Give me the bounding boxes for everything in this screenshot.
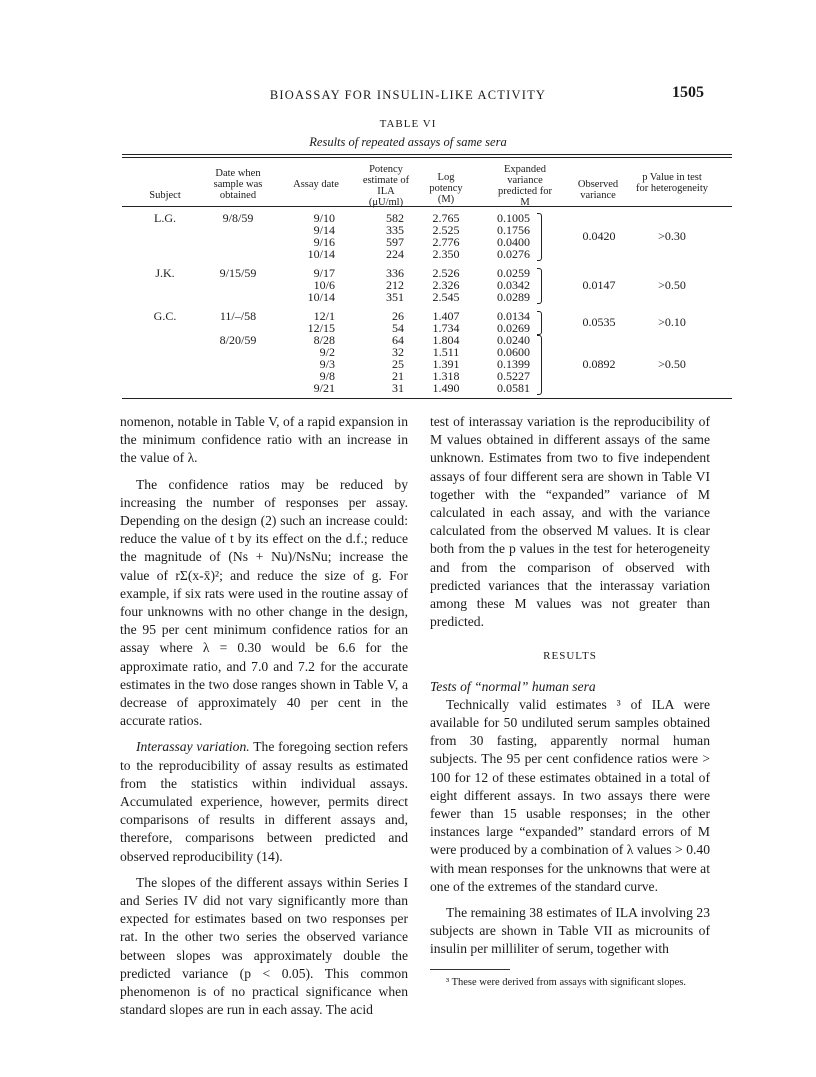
table-cell-observed-variance: 0.0420 [582, 229, 616, 243]
table-cell-assay: 10/14 [307, 290, 335, 304]
subsection-heading-interassay: Interassay variation. [136, 739, 250, 755]
table-cell-variance: 0.1399 [497, 357, 530, 371]
table-cell-variance: 0.5227 [497, 369, 530, 383]
group-bracket [537, 213, 542, 261]
table-label: TABLE VI [379, 118, 437, 130]
table-cell-assay: 9/3 [319, 357, 335, 371]
table-cell-potency: 336 [386, 266, 404, 280]
group-bracket [537, 268, 542, 304]
table-cell-assay: 9/10 [313, 211, 335, 225]
table-cell-assay: 10/6 [313, 278, 335, 292]
col-header-p: p Value in test for heterogeneity [636, 172, 709, 194]
table-cell-date: 8/20/59 [219, 333, 257, 347]
table-cell-log: 2.525 [432, 223, 460, 237]
table-cell-assay: 8/28 [313, 333, 335, 347]
subsection-heading-normal-sera: Tests of “normal” human sera [430, 678, 596, 694]
table-cell-date: 9/15/59 [219, 266, 257, 280]
table-cell-assay: 9/21 [313, 381, 335, 395]
table-cell-subject: L.G. [154, 211, 176, 225]
table-cell-assay: 9/2 [319, 345, 335, 359]
table-header-rule [122, 206, 732, 207]
table-cell-potency: 212 [386, 278, 404, 292]
table-cell-variance: 0.0289 [497, 290, 530, 304]
table-cell-variance: 0.0240 [497, 333, 530, 347]
table-cell-subject: J.K. [155, 266, 175, 280]
table-cell-variance: 0.0342 [497, 278, 530, 292]
table-cell-potency: 582 [386, 211, 404, 225]
table-cell-potency: 335 [386, 223, 404, 237]
table-cell-log: 1.318 [432, 369, 460, 383]
table-cell-log: 1.804 [432, 333, 460, 347]
table-cell-log: 2.350 [432, 247, 460, 261]
table-cell-potency: 54 [392, 321, 404, 335]
col-header-potency: Potency estimate of ILA (μU/ml) [362, 164, 410, 208]
table-cell-subject: G.C. [153, 309, 177, 323]
table-cell-date: 11/–/58 [219, 309, 257, 323]
page-number: 1505 [672, 84, 704, 101]
table-cell-log: 2.765 [432, 211, 460, 225]
table-cell-variance: 0.1756 [497, 223, 530, 237]
table-cell-potency: 26 [392, 309, 404, 323]
table-cell-variance: 0.0581 [497, 381, 530, 395]
table-cell-potency: 25 [392, 357, 404, 371]
col-header-log: Log potency (M) [429, 172, 463, 205]
left-column [120, 413, 408, 1020]
table-cell-variance: 0.0400 [497, 235, 530, 249]
section-heading-results: RESULTS [543, 650, 597, 663]
table-cell-log: 2.545 [432, 290, 460, 304]
table-cell-assay: 9/8 [319, 369, 335, 383]
table-cell-observed-variance: 0.0535 [582, 315, 616, 329]
left-paragraph-1: nomenon, notable in Table V, of a rapid expansion in the minimum confidence ratio with an increase in the value of λ. [120, 414, 408, 466]
col-header-date: Date when sample was obtained [213, 168, 263, 201]
table-top-rule-2 [122, 157, 732, 158]
table-cell-potency: 64 [392, 333, 404, 347]
left-paragraph-3 [120, 738, 408, 865]
table-cell-log: 2.776 [432, 235, 460, 249]
table-top-rule [122, 154, 732, 155]
table-cell-variance: 0.0600 [497, 345, 530, 359]
table-cell-assay: 9/16 [313, 235, 335, 249]
col-header-subject: Subject [149, 190, 181, 201]
table-cell-p-value: >0.30 [658, 229, 686, 243]
table-cell-p-value: >0.50 [658, 357, 686, 371]
table-cell-potency: 32 [392, 345, 404, 359]
col-header-assay: Assay date [293, 179, 339, 190]
right-paragraph-2: Technically valid estimates ³ of ILA were available for 50 undiluted serum samples obtained from 30 fasting, apparently normal human subjects. The 95 per cent confidence ratios were > 100 for 12 of these estimates obtained in a total of eight different assays. In two assays there were fewer than 15 usable responses; in the other instances large “expanded” standard errors of M were produced by a combination of λ values > 0.40 with mean responses for the unknowns that were at one of the extremes of the standard curve. [430, 696, 710, 894]
left-paragraph-3-text: The foregoing section refers to the reproducibility of assay results as estimated from the statistics within individual assays. Accumulated experience, however, permits direct comparisons of results in different assays and, therefore, comparisons between predicted and observed reproducibility (14). [120, 739, 408, 864]
table-cell-potency: 597 [386, 235, 404, 249]
table-cell-assay: 10/14 [307, 247, 335, 261]
table-cell-observed-variance: 0.0892 [582, 357, 616, 371]
table-cell-variance: 0.0269 [497, 321, 530, 335]
footnote-3: ³ These were derived from assays with significant slopes. [446, 976, 687, 988]
table-cell-potency: 31 [392, 381, 404, 395]
table-cell-potency: 351 [386, 290, 404, 304]
left-paragraph-2: The confidence ratios may be reduced by increasing the number of responses per assay. Depending on the design (2) such an increase could: reduce the value of t by its effect on the d.f.; reduce the magnitude of (Ns + Nu)/NsNu; increase the value of rΣ(x-x̄)²; and reduce the size of g. For example, if six rats were used in the routine assay of four unknowns with no other change in the design, the 95 per cent minimum confidence ratios for an assay where λ = 0.30 would be 6.6 for the approximate ratio, and 7.0 and 7.2 for the accurate estimates in the two dose ranges shown in Table V, a decrease of approximately 40 per cent in the accurate ratios. [120, 476, 408, 729]
table-cell-variance: 0.1005 [497, 211, 530, 225]
left-paragraph-4: The slopes of the different assays within Series I and Series IV did not vary significantly more than expected for estimates based on two responses per rat. In the other two series the observed variance between slopes was approximately double the predicted variance (p < 0.05). This common phenomenon is of no practical significance when standard slopes are run in each assay. The acid [120, 874, 408, 1018]
group-bracket [537, 311, 542, 335]
table-cell-variance: 0.0259 [497, 266, 530, 280]
table-cell-log: 2.526 [432, 266, 460, 280]
table-cell-log: 2.326 [432, 278, 460, 292]
table-bottom-rule [122, 398, 732, 399]
right-column [430, 413, 710, 990]
col-header-variance: Expanded variance predicted for M [498, 164, 552, 208]
table-cell-assay: 9/14 [313, 223, 335, 237]
table-cell-assay: 12/1 [313, 309, 335, 323]
right-paragraph-1: test of interassay variation is the reproducibility of M values obtained in different assays of the same unknown. Estimates from two to five independent assays of four different sera are shown in Table VI together with the “expanded” variance of M calculated in each assay, and with the variance calculated from the observed M values. It is clear both from the p values in the test for heterogeneity and from the comparison of observed with predicted variances that the interassay variation among these M values was not greater than predicted. [430, 414, 710, 630]
table-caption: Results of repeated assays of same sera [309, 135, 507, 149]
table-cell-potency: 21 [392, 369, 404, 383]
table-cell-log: 1.407 [432, 309, 460, 323]
table-cell-potency: 224 [386, 247, 404, 261]
table-cell-observed-variance: 0.0147 [582, 278, 616, 292]
table-cell-log: 1.734 [432, 321, 460, 335]
table-cell-variance: 0.0134 [497, 309, 530, 323]
footnote-rule [430, 969, 510, 970]
group-bracket [537, 335, 542, 395]
col-header-observed: Observed variance [577, 179, 619, 201]
right-paragraph-3: The remaining 38 estimates of ILA involving 23 subjects are shown in Table VII as microunits of insulin per milliliter of serum, together with [430, 905, 710, 957]
table-cell-date: 9/8/59 [222, 211, 254, 225]
table-cell-log: 1.391 [432, 357, 460, 371]
table-cell-variance: 0.0276 [497, 247, 530, 261]
table-cell-assay: 12/15 [307, 321, 335, 335]
table-cell-log: 1.511 [432, 345, 460, 359]
table-cell-p-value: >0.50 [658, 278, 686, 292]
table-cell-p-value: >0.10 [658, 315, 686, 329]
running-title: BIOASSAY FOR INSULIN-LIKE ACTIVITY [269, 88, 547, 102]
table-cell-log: 1.490 [432, 381, 460, 395]
table-cell-assay: 9/17 [313, 266, 335, 280]
